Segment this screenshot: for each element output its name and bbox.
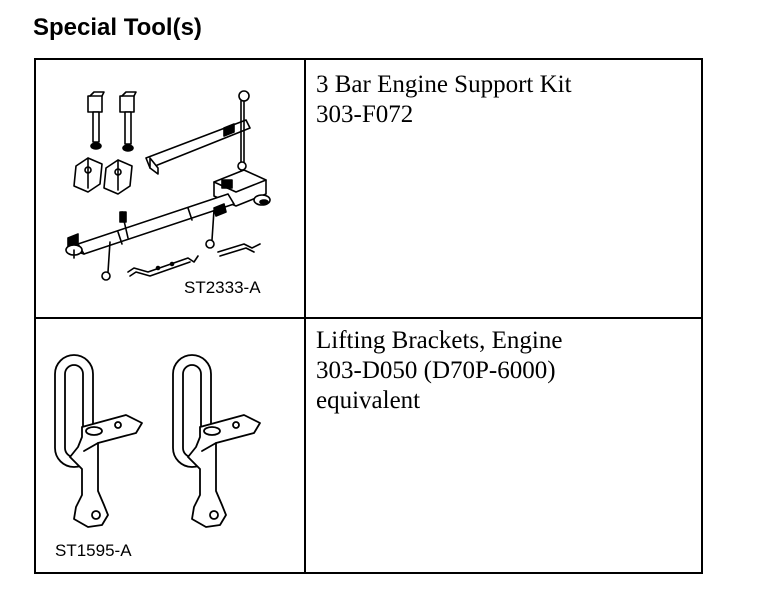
lifting-bracket-left bbox=[55, 355, 142, 527]
support-post-right bbox=[120, 92, 136, 151]
support-post-left bbox=[88, 92, 104, 149]
engine-support-kit-illustration bbox=[38, 62, 304, 317]
tool-number: 303-F072 bbox=[316, 101, 414, 128]
tool-number: 303-D050 (D70P-6000) bbox=[316, 357, 556, 384]
tool-name: Lifting Brackets, Engine bbox=[316, 327, 563, 354]
illustration-code: ST2333-A bbox=[184, 278, 261, 297]
lifting-brackets-illustration bbox=[38, 319, 304, 572]
tool-description bbox=[316, 326, 696, 416]
tool-note: equivalent bbox=[316, 387, 421, 414]
lifting-bracket-right bbox=[173, 355, 260, 527]
tool-name: 3 Bar Engine Support Kit bbox=[316, 71, 572, 98]
special-tools-table bbox=[34, 58, 703, 574]
column-divider bbox=[304, 60, 306, 572]
tool-description bbox=[316, 70, 696, 130]
page-title: Special Tool(s) bbox=[33, 14, 202, 41]
illustration-code: ST1595-A bbox=[55, 541, 132, 560]
